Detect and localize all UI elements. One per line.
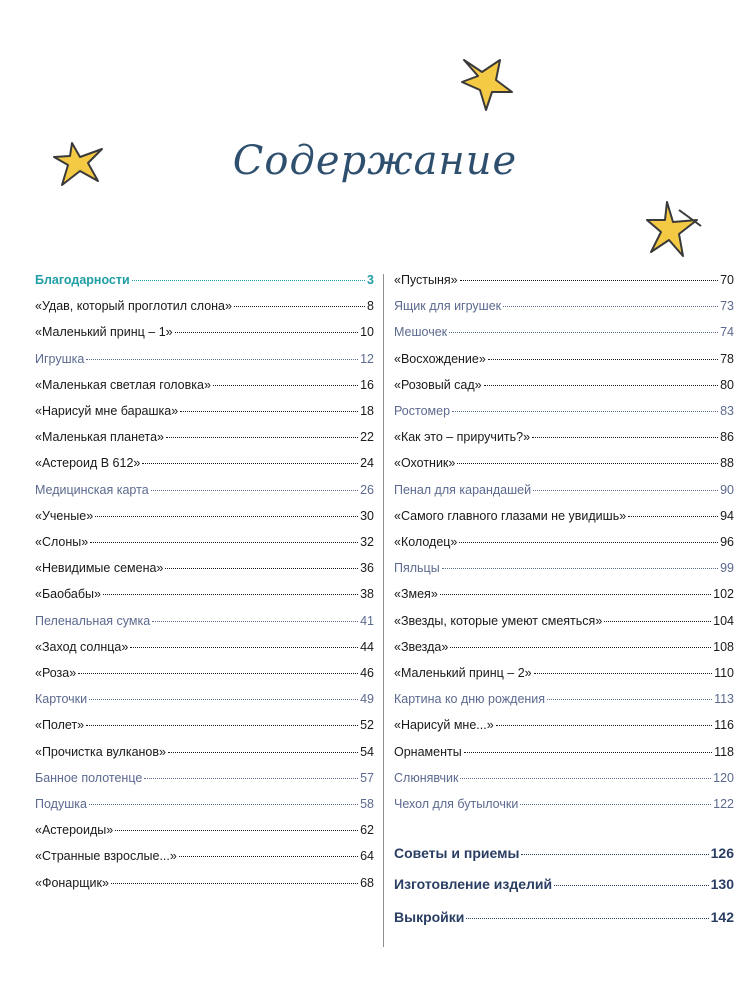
toc-entry-page: 64: [360, 849, 374, 864]
toc-entry: [35, 689, 374, 709]
dot-leader: [533, 490, 718, 491]
toc-entry-title: «Баобабы»: [35, 587, 101, 602]
toc-entry-page: 122: [713, 797, 734, 811]
toc-entry-page: 104: [713, 613, 734, 628]
toc-entry: [35, 715, 374, 735]
toc-entry: [35, 480, 374, 500]
dot-leader: [144, 778, 358, 779]
toc-entry-page: 18: [360, 404, 374, 418]
dot-leader: [460, 778, 711, 779]
toc-entry: [35, 401, 374, 421]
page-title: Содержание: [232, 138, 518, 184]
toc-entry-page: 16: [360, 377, 374, 392]
dot-leader: [166, 437, 358, 438]
dot-leader: [168, 752, 358, 753]
toc-entry-page: 24: [360, 456, 374, 471]
dot-leader: [554, 885, 709, 886]
toc-entry-title: «Звезда»: [394, 639, 449, 654]
toc-entry-page: 38: [360, 587, 374, 602]
toc-entry-page: 94: [720, 508, 734, 523]
toc-entry-page: 68: [360, 875, 374, 890]
toc-entry-title: «Нарисуй мне...»: [394, 718, 494, 733]
toc-entry-title: «Маленький принц – 1»: [35, 325, 173, 340]
toc-entry-title: «Невидимые семена»: [35, 561, 164, 576]
dot-leader: [466, 918, 708, 919]
dot-leader: [111, 883, 358, 884]
toc-entry-title: «Фонарщик»: [35, 875, 109, 890]
toc-entry-title: «Полет»: [35, 718, 85, 733]
toc-entry: [394, 637, 734, 657]
toc-entry: [394, 322, 734, 342]
toc-entry-page: 62: [360, 823, 374, 838]
toc-entry-page: 74: [720, 325, 734, 340]
dot-leader: [175, 332, 359, 333]
toc-entry: [394, 375, 734, 395]
dot-leader: [604, 621, 711, 622]
dot-leader: [142, 463, 358, 464]
toc-entry: [394, 584, 734, 604]
toc-entry: [35, 453, 374, 473]
toc-entry-title: «Ученые»: [35, 508, 94, 523]
toc-entry-title: Чехол для бутылочки: [394, 797, 519, 811]
toc-entry-title: Пенал для карандашей: [394, 482, 532, 497]
dot-leader: [464, 752, 712, 753]
toc-entry: [394, 794, 734, 814]
toc-entry-title: «Охотник»: [394, 456, 456, 471]
toc-entry-title: «Роза»: [35, 666, 77, 680]
toc-entry: [394, 270, 734, 290]
toc-entry-page: 78: [720, 351, 734, 366]
dot-leader: [460, 280, 718, 281]
toc-entry-page: 10: [360, 325, 374, 340]
toc-entry: [35, 584, 374, 604]
toc-entry: [394, 558, 734, 578]
toc-entry-title: «Как это – приручить?»: [394, 430, 531, 445]
toc-entry-title: «Слоны»: [35, 535, 89, 549]
toc-entry: [394, 349, 734, 369]
toc-entry-page: 108: [713, 639, 734, 654]
toc-entry-title: Слюнявчик: [394, 770, 459, 785]
toc-entry-page: 32: [360, 535, 374, 549]
toc-entry-page: 120: [713, 770, 734, 785]
toc-entry-page: 116: [714, 718, 734, 733]
dot-leader: [442, 568, 718, 569]
dot-leader: [130, 647, 358, 648]
toc-entry-page: 8: [367, 299, 374, 314]
dot-leader: [488, 359, 718, 360]
toc-entry-title: «Пустыня»: [394, 273, 458, 287]
toc-entry: [35, 742, 374, 762]
dot-leader: [95, 516, 358, 517]
dot-leader: [213, 385, 358, 386]
toc-entry-page: 36: [360, 561, 374, 576]
toc-entry-title: «Восхождение»: [394, 351, 486, 366]
toc-entry-page: 90: [720, 482, 734, 497]
dot-leader: [234, 306, 365, 307]
toc-entry-page: 102: [713, 587, 734, 602]
dot-leader: [115, 830, 358, 831]
toc-entry-page: 52: [360, 718, 374, 733]
dot-leader: [440, 594, 711, 595]
toc-entry: [35, 296, 374, 316]
toc-entry: [35, 532, 374, 552]
toc-entry-page: 130: [710, 876, 734, 892]
dot-leader: [520, 804, 711, 805]
toc-entry-page: 118: [714, 744, 734, 759]
toc-entry-title: Орнаменты: [394, 744, 462, 759]
toc-entry-title: Изготовление изделий: [394, 876, 553, 892]
toc-entry-title: Благодарности: [35, 273, 130, 287]
toc-entry-page: 126: [710, 845, 734, 861]
toc-entry: [394, 480, 734, 500]
toc-entry-title: «Звезды, которые умеют смеяться»: [394, 613, 603, 628]
toc-entry-page: 70: [720, 273, 734, 287]
toc-entry-title: «Самого главного глазами не увидишь»: [394, 508, 627, 523]
dot-leader: [180, 411, 358, 412]
toc-entry-page: 88: [720, 456, 734, 471]
toc-entry-title: Ростомер: [394, 404, 451, 418]
toc-entry-title: Советы и приемы: [394, 845, 520, 861]
toc-entry: [35, 322, 374, 342]
dot-leader: [90, 542, 358, 543]
toc-entry: [35, 768, 374, 788]
dot-leader: [103, 594, 358, 595]
toc-entry-title: «Нарисуй мне барашка»: [35, 404, 179, 418]
dot-leader: [484, 385, 718, 386]
star-icon: [643, 196, 707, 262]
dot-leader: [534, 673, 712, 674]
dot-leader: [86, 725, 358, 726]
toc-entry-page: 110: [714, 666, 734, 680]
toc-entry-page: 46: [360, 666, 374, 680]
dot-leader: [165, 568, 358, 569]
dot-leader: [521, 854, 708, 855]
toc-entry-title: Пяльцы: [394, 561, 440, 576]
star-icon: [458, 52, 518, 112]
toc-entry-title: «Змея»: [394, 587, 438, 602]
toc-entry: [35, 427, 374, 447]
toc-entry-title: «Маленькая планета»: [35, 430, 164, 445]
toc-entry-page: 99: [720, 561, 734, 576]
dot-leader: [503, 306, 718, 307]
toc-entry-page: 3: [367, 273, 374, 287]
toc-entry: [35, 506, 374, 526]
toc-entry: [394, 843, 734, 863]
toc-entry: [35, 270, 374, 290]
toc-entry-title: «Маленькая светлая головка»: [35, 377, 211, 392]
toc-entry-page: 22: [360, 430, 374, 445]
toc-entry-page: 73: [720, 299, 734, 314]
toc-entry-page: 41: [360, 613, 374, 628]
toc-entry-title: «Прочистка вулканов»: [35, 744, 166, 759]
dot-leader: [547, 699, 712, 700]
toc-entry-title: Ящик для игрушек: [394, 299, 502, 314]
toc-entry: [394, 874, 734, 894]
toc-entry-title: Мешочек: [394, 325, 448, 340]
toc-entry-page: 44: [360, 639, 374, 654]
toc-entry: [394, 453, 734, 473]
toc-entry: [35, 637, 374, 657]
toc-entry-page: 26: [360, 482, 374, 497]
column-divider: [383, 274, 384, 947]
dot-leader: [89, 699, 358, 700]
toc-entry: [394, 689, 734, 709]
toc-entry-title: Медицинская карта: [35, 482, 149, 497]
toc-entry: [394, 715, 734, 735]
toc-entry-page: 49: [360, 692, 374, 707]
toc-entry-page: 58: [360, 797, 374, 811]
dot-leader: [532, 437, 718, 438]
toc-entry-title: Подушка: [35, 797, 87, 811]
toc-entry-page: 54: [360, 744, 374, 759]
toc-entry-title: «Заход солнца»: [35, 639, 129, 654]
dot-leader: [452, 411, 718, 412]
toc-entry: [35, 846, 374, 866]
toc-entry-title: «Астероиды»: [35, 823, 114, 838]
toc-entry: [35, 611, 374, 631]
dot-leader: [459, 542, 718, 543]
toc-entry: [35, 820, 374, 840]
toc-entry-title: «Розовый сад»: [394, 377, 482, 392]
toc-entry-page: 113: [714, 692, 734, 707]
dot-leader: [628, 516, 718, 517]
toc-entry-title: Банное полотенце: [35, 770, 143, 785]
dot-leader: [152, 621, 358, 622]
toc-entry-page: 12: [360, 351, 374, 366]
toc-entry-title: «Колодец»: [394, 535, 458, 549]
toc-entry: [35, 349, 374, 369]
toc-entry: [35, 663, 374, 683]
toc-entry-page: 30: [360, 508, 374, 523]
toc-entry-page: 83: [720, 404, 734, 418]
toc-entry: [35, 558, 374, 578]
dot-leader: [450, 647, 711, 648]
toc-entry-page: 80: [720, 377, 734, 392]
dot-leader: [89, 804, 358, 805]
toc-entry-title: Пеленальная сумка: [35, 613, 151, 628]
dot-leader: [151, 490, 358, 491]
toc-entry-page: 142: [710, 909, 734, 925]
dot-leader: [78, 673, 358, 674]
dot-leader: [132, 280, 365, 281]
toc-entry: [394, 768, 734, 788]
toc-entry-title: Выкройки: [394, 909, 465, 925]
toc-entry-page: 96: [720, 535, 734, 549]
toc-entry-title: «Удав, который проглотил слона»: [35, 299, 232, 314]
toc-entry: [394, 742, 734, 762]
toc-entry-title: Картина ко дню рождения: [394, 692, 546, 707]
dot-leader: [179, 856, 358, 857]
toc-entry: [394, 427, 734, 447]
toc-entry: [394, 506, 734, 526]
toc-entry-title: «Маленький принц – 2»: [394, 666, 532, 680]
toc-entry-title: Карточки: [35, 692, 88, 707]
toc-entry-page: 86: [720, 430, 734, 445]
toc-entry: [35, 375, 374, 395]
toc-entry: [394, 611, 734, 631]
toc-entry-title: «Астероид В 612»: [35, 456, 141, 471]
toc-entry: [394, 532, 734, 552]
toc-entry-page: 57: [360, 770, 374, 785]
dot-leader: [496, 725, 712, 726]
toc-entry: [394, 907, 734, 927]
toc-entry: [394, 296, 734, 316]
toc-entry: [394, 401, 734, 421]
toc-entry: [35, 873, 374, 893]
toc-entry-title: Игрушка: [35, 351, 85, 366]
toc-entry: [35, 794, 374, 814]
dot-leader: [457, 463, 718, 464]
toc-entry-title: «Странные взрослые...»: [35, 849, 177, 864]
toc-entry: [394, 663, 734, 683]
dot-leader: [449, 332, 718, 333]
dot-leader: [86, 359, 358, 360]
